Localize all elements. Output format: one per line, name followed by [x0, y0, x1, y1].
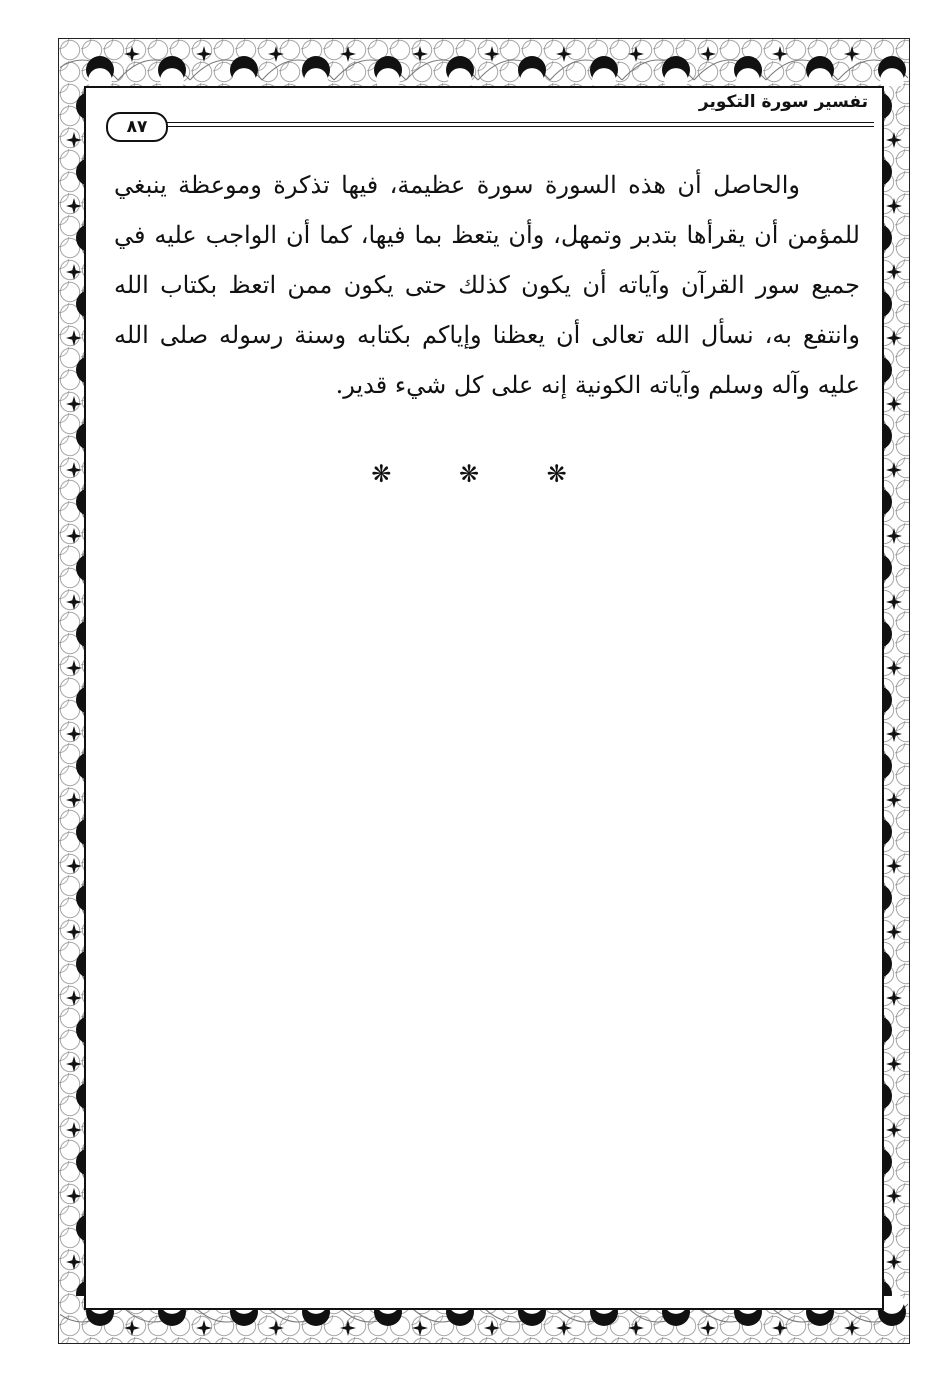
star-icon — [886, 462, 902, 478]
star-icon — [886, 660, 902, 676]
star-icon — [886, 726, 902, 742]
star-icon — [886, 132, 902, 148]
star-icon — [886, 858, 902, 874]
star-icon — [66, 924, 82, 940]
star-icon — [66, 858, 82, 874]
star-icon — [886, 264, 902, 280]
star-icon — [844, 1320, 860, 1336]
star-icon — [772, 1320, 788, 1336]
header-rule — [164, 126, 874, 127]
star-icon — [66, 132, 82, 148]
star-icon — [66, 792, 82, 808]
star-icon — [124, 1320, 140, 1336]
star-icon — [268, 1320, 284, 1336]
star-icon — [484, 46, 500, 62]
star-icon — [66, 264, 82, 280]
star-icon — [268, 46, 284, 62]
star-icon — [886, 1122, 902, 1138]
star-icon — [556, 46, 572, 62]
star-icon — [66, 330, 82, 346]
star-icon — [66, 990, 82, 1006]
star-icon — [412, 1320, 428, 1336]
body-text — [114, 160, 860, 410]
star-icon — [66, 1254, 82, 1270]
running-title: تفسير سورة التكوير — [698, 92, 868, 112]
star-icon — [886, 594, 902, 610]
star-icon — [484, 1320, 500, 1336]
star-icon — [886, 330, 902, 346]
star-icon — [66, 660, 82, 676]
page-content-area — [84, 86, 884, 1310]
star-icon — [886, 792, 902, 808]
star-icon — [124, 46, 140, 62]
star-icon — [628, 46, 644, 62]
star-icon — [886, 990, 902, 1006]
star-icon — [412, 46, 428, 62]
star-icon — [772, 46, 788, 62]
star-icon — [886, 198, 902, 214]
star-icon — [66, 1056, 82, 1072]
border-band-top — [60, 40, 908, 86]
star-icon — [66, 462, 82, 478]
star-icon — [66, 726, 82, 742]
star-icon — [66, 1188, 82, 1204]
star-icon — [66, 1122, 82, 1138]
star-icon — [66, 198, 82, 214]
star-icon — [886, 1056, 902, 1072]
star-icon — [886, 924, 902, 940]
star-icon — [196, 1320, 212, 1336]
star-icon — [886, 528, 902, 544]
section-end-ornament: ❋ ❋ ❋ — [371, 460, 597, 488]
page-header — [86, 88, 882, 148]
star-icon — [556, 1320, 572, 1336]
star-icon — [340, 1320, 356, 1336]
star-icon — [628, 1320, 644, 1336]
star-icon — [886, 1188, 902, 1204]
star-icon — [196, 46, 212, 62]
paragraph: والحاصل أن هذه السورة سورة عظيمة، فيها تذكرة وموعظة ينبغي للمؤمن أن يقرأها بتدبر وتمهل، وأن يتعظ بما فيها، كما أن الواجب عليه في جميع سور القرآن وآياته أن يكون كذلك حتى يكون ممن اتعظ بكتاب الله وانتفع به، نسأل الله تعالى أن يعظنا وإياكم بكتابه وسنة رسوله صلى الله عليه وآله وسلم وآياته الكونية إنه على كل شيء قدير. — [114, 171, 860, 399]
star-icon — [700, 1320, 716, 1336]
page-number-badge: ٨٧ — [106, 112, 168, 142]
star-icon — [66, 528, 82, 544]
star-icon — [700, 46, 716, 62]
star-icon — [886, 1254, 902, 1270]
star-icon — [886, 396, 902, 412]
star-icon — [340, 46, 356, 62]
star-icon — [66, 594, 82, 610]
star-icon — [844, 46, 860, 62]
header-rule — [164, 122, 874, 123]
star-icon — [66, 396, 82, 412]
